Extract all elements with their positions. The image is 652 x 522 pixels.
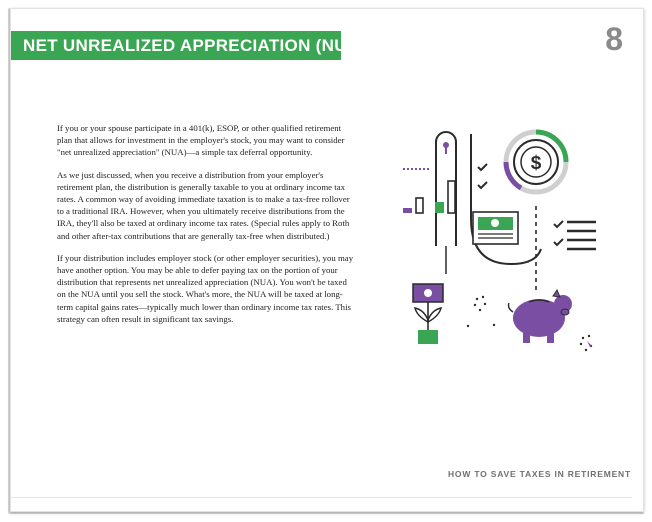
document-page	[10, 8, 644, 512]
paragraph-1: If you or your spouse participate in a 401(k), ESOP, or other qualified retirement plan that allows for investment in the employer's stock, you may want to consider "net unrealized appreciation" (NUA)—a simple tax deferral opportunity.	[57, 123, 345, 158]
piggy-bank-icon	[509, 290, 573, 343]
coin-sparkle-icon	[580, 335, 592, 351]
body-text	[57, 122, 357, 335]
footer-title: HOW TO SAVE TAXES IN RETIREMENT	[447, 469, 631, 479]
sparkle-icon	[467, 296, 495, 327]
check-icon	[478, 164, 487, 188]
paragraph-3: If your distribution includes employer stock (or other employer securities), you may have another option. You may be able to defer paying tax on the portion of your distribution that represents net unrealized appreciation (NUA). You won't be taxed on the NUA until you sell the stock. What's more, the NUA will be taxed at long-term capital gains rates—typically much lower than ordinary income tax rates. This strategy can often result in significant tax savings.	[57, 252, 354, 324]
section-title: NET UNREALIZED APPRECIATION (NUA)	[11, 31, 341, 60]
page-edge-line	[10, 497, 632, 498]
retirement-savings-illustration	[391, 124, 606, 359]
plant-pot-icon	[413, 284, 443, 344]
bar-chart-icon	[403, 181, 455, 213]
paragraph-2: As we just discussed, when you receive a distribution from your employer's retirement plan, the distribution is generally taxable to you at ordinary income tax rates. A common way of avoiding immediate taxation is to make a tax-free rollover to a traditional IRA. However, when you ultimately receive distributions from the IRA, they'll also be taxed at ordinary income tax rates. (Special rules apply to Roth and other after-tax contributions that are generally tax-free when distributed.)	[57, 169, 350, 241]
page-number: 8	[605, 21, 623, 57]
checklist-icon	[554, 221, 596, 249]
dollar-sign: $	[530, 153, 542, 174]
dollar-coin-icon	[506, 132, 566, 192]
money-bill-icon	[473, 212, 518, 244]
